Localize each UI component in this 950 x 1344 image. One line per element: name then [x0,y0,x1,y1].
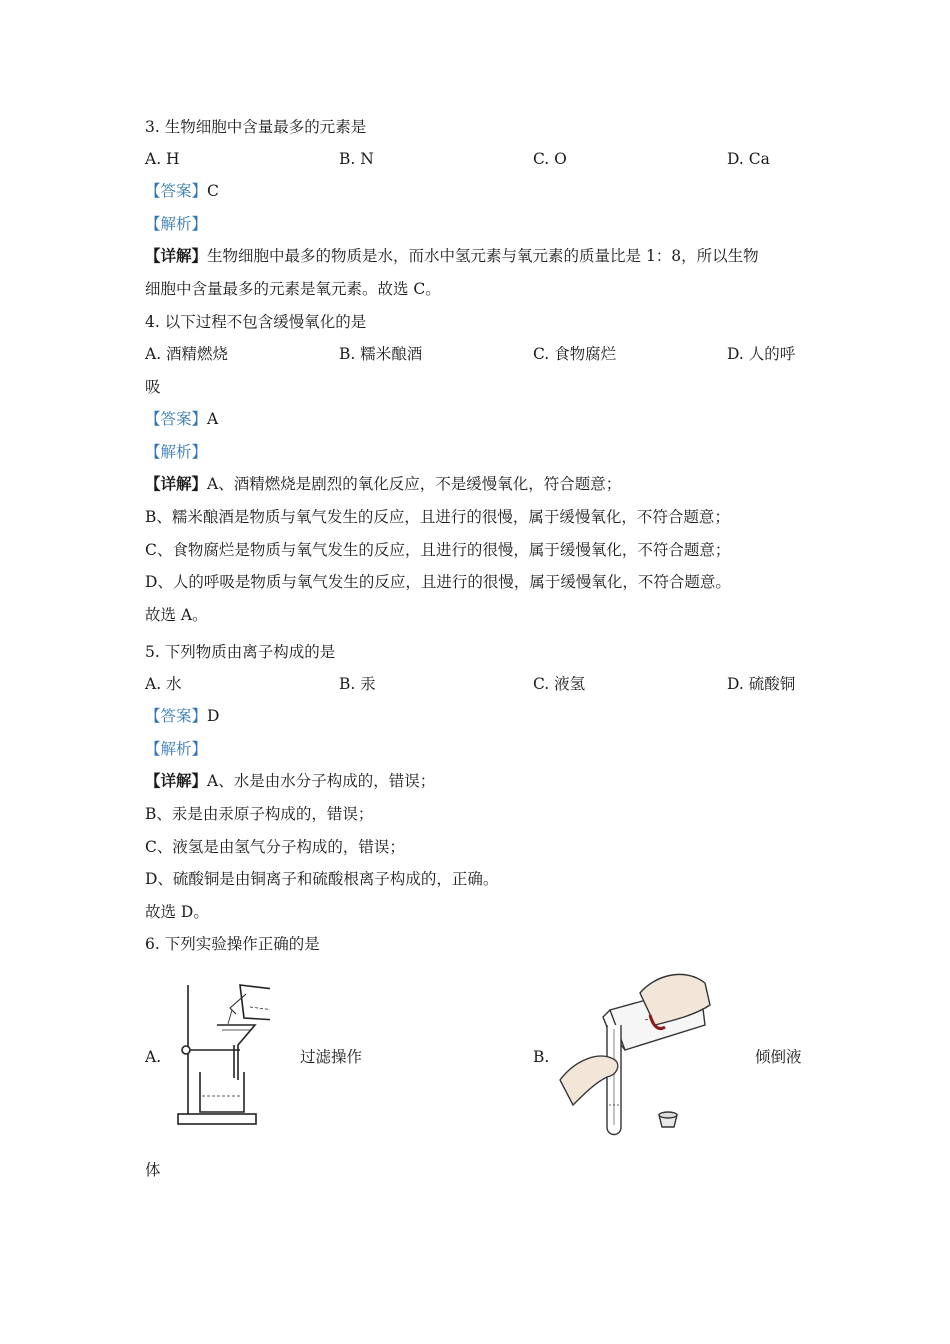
filtration-apparatus-figure [170,980,270,1130]
q3-analysis-tag: 【解析】 [145,215,208,233]
detail-tag: 【详解】 [145,771,208,790]
q5-option-d: D. 硫酸铜 [727,675,796,693]
answer-tag: 【答案】 [145,410,208,428]
q5-conclusion: 故选 D。 [145,903,209,921]
q3-option-c: C. O [533,150,567,168]
q4-answer: A [207,410,219,428]
q4-answer-line [145,409,218,429]
q3-stem: 3. 生物细胞中含量最多的元素是 [145,118,367,136]
q4-option-b: B. 糯米酿酒 [339,345,423,363]
q3-option-b: B. N [339,150,374,168]
q5-stem: 5. 下列物质由离子构成的是 [145,643,336,661]
q3-detail-line1 [145,246,759,266]
q3-option-d: D. Ca [727,150,770,168]
q4-option-a: A. 酒精燃烧 [145,345,229,363]
q4-conclusion: 故选 A。 [145,606,208,624]
q6-stem: 6. 下列实验操作正确的是 [145,935,320,953]
q4-option-d: D. 人的呼 [727,345,796,363]
q4-stem: 4. 以下过程不包含缓慢氧化的是 [145,313,367,331]
q4-detail-line4: D、人的呼吸是物质与氧气发生的反应，且进行的很慢，属于缓慢氧化，不符合题意。 [145,573,731,591]
pouring-liquid-figure [555,965,715,1140]
q3-detail-text1: 生物细胞中最多的物质是水，而水中氢元素与氧元素的质量比是 1：8，所以生物 [207,247,759,265]
q5-detail-line4: D、硫酸铜是由铜离子和硫酸根离子构成的，正确。 [145,870,499,888]
q6-option-b-wrap: 体 [145,1161,161,1179]
q5-detail-text1: A、水是由水分子构成的，错误； [207,772,436,790]
q5-answer: D [207,707,220,725]
q3-detail-line2: 细胞中含量最多的元素是氧元素。故选 C。 [145,280,441,298]
q4-analysis-tag: 【解析】 [145,443,208,461]
q5-option-c: C. 液氢 [533,675,586,693]
answer-tag: 【答案】 [145,182,208,200]
q5-detail-line1 [145,771,435,791]
q6-option-b-label: B. [533,1048,550,1066]
q6-option-b-text: 倾倒液 [755,1048,802,1066]
detail-tag: 【详解】 [145,474,208,493]
q5-option-b: B. 汞 [339,675,376,693]
answer-tag: 【答案】 [145,707,208,725]
q4-option-c: C. 食物腐烂 [533,345,617,363]
q4-detail-text1: A、酒精燃烧是剧烈的氧化反应，不是缓慢氧化，符合题意； [207,475,622,493]
q5-option-a: A. 水 [145,675,182,693]
q3-answer-line [145,181,219,201]
q3-answer: C [207,182,219,200]
q5-analysis-tag: 【解析】 [145,740,208,758]
q6-option-a-text: 过滤操作 [300,1048,363,1066]
detail-tag: 【详解】 [145,246,208,265]
q5-detail-line3: C、液氢是由氢气分子构成的，错误； [145,838,405,856]
q3-option-a: A. H [145,150,180,168]
q5-answer-line [145,706,219,726]
q4-detail-line2: B、糯米酿酒是物质与氧气发生的反应，且进行的很慢，属于缓慢氧化，不符合题意； [145,508,730,526]
q5-detail-line2: B、汞是由汞原子构成的，错误； [145,805,374,823]
q6-option-a-label: A. [145,1048,162,1066]
q4-detail-line3: C、食物腐烂是物质与氧气发生的反应，且进行的很慢，属于缓慢氧化，不符合题意； [145,541,731,559]
q4-detail-line1 [145,474,621,494]
q4-option-wrap: 吸 [145,378,161,396]
